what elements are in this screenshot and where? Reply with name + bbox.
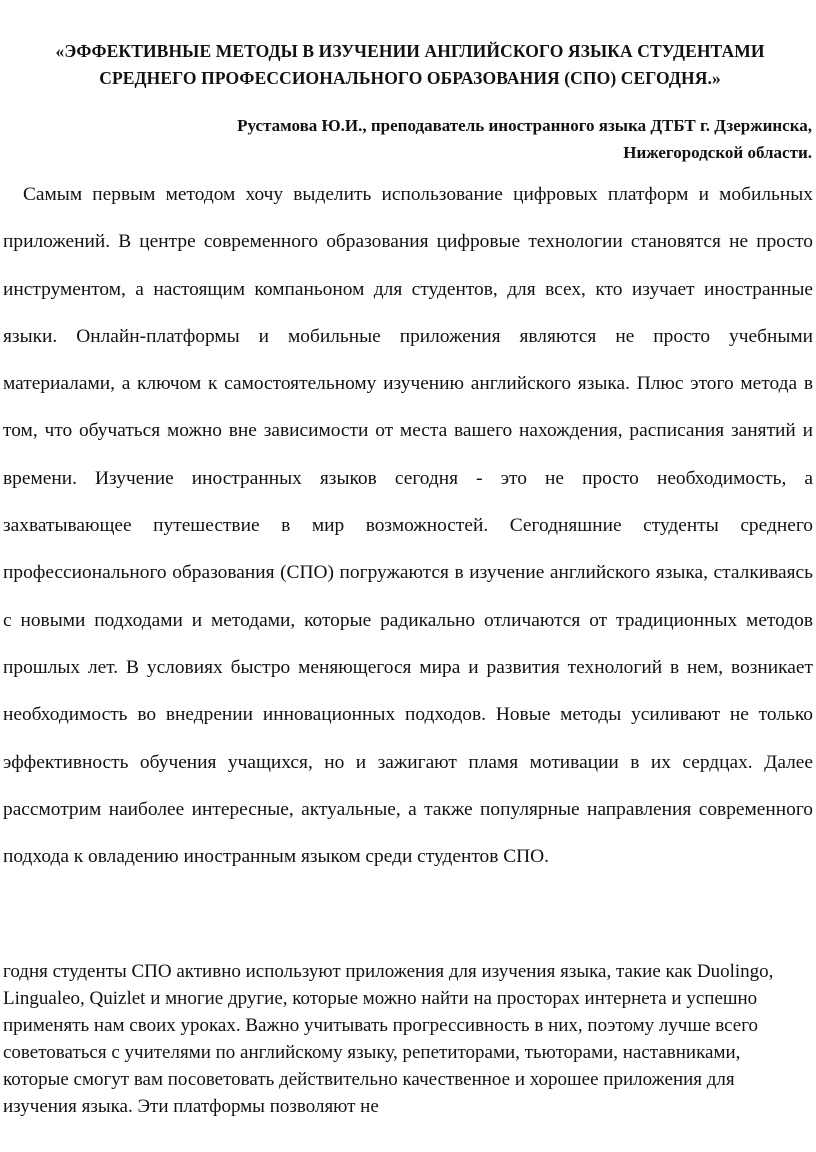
title-line-1: «ЭФФЕКТИВНЫЕ МЕТОДЫ В ИЗУЧЕНИИ АНГЛИЙСКОГО ЯЗЫКА СТУДЕНТАМИ [55,41,765,61]
title-line-2: СРЕДНЕГО ПРОФЕССИОНАЛЬНОГО ОБРАЗОВАНИЯ (СПО) СЕГОДНЯ.» [99,68,721,88]
continuation-paragraph: годня студенты СПО активно используют приложения для изучения языка, такие как Duolingo, Lingualeo, Quizlet и многие другие, которые можно найти на просторах интернета и успешно применять нам своих уроках. Важно учитывать прогрессивность в них, поэтому лучше всего советоваться с учителями по английскому языку, репетиторами, тьюторами, наставниками, которые смогут вам посоветовать действительно качественное и хорошее приложения для изучения языка. Эти платформы позволяют не [3,961,774,1117]
author-block [32,112,812,166]
author-line-1: Рустамова Ю.И., преподаватель иностранного языка ДТБТ г. Дзержинска, [237,116,812,135]
main-paragraph: Самым первым методом хочу выделить использование цифровых платформ и мобильных приложений. В центре современного образования цифровые технологии становятся не просто инструментом, а настоящим компаньоном для студентов, для всех, кто изучает иностранные языки. Онлайн-платформы и мобильные приложения являются не просто учебными материалами, а ключом к самостоятельному изучению английского языка. Плюс этого метода в том, что обучаться можно вне зависимости от места вашего нахождения, расписания занятий и времени. Изучение иностранных языков сегодня - это не просто необходимость, а захватывающее путешествие в мир возможностей. Сегодняшние студенты среднего профессионального образования (СПО) погружаются в изучение английского языка, сталкиваясь с новыми подходами и методами, которые радикально отличаются от традиционных методов прошлых лет. В условиях быстро меняющегося мира и развития технологий в нем, возникает необходимость во внедрении инновационных подходов. Новые методы усиливают не только эффективность обучения учащихся, но и зажигают пламя мотивации в их сердцах. Далее рассмотрим наиболее интересные, актуальные, а также популярные направления современного подхода к овладению иностранным языком среди студентов СПО. [3,184,813,868]
document-title [20,38,800,92]
author-line-2: Нижегородской области. [623,143,812,162]
